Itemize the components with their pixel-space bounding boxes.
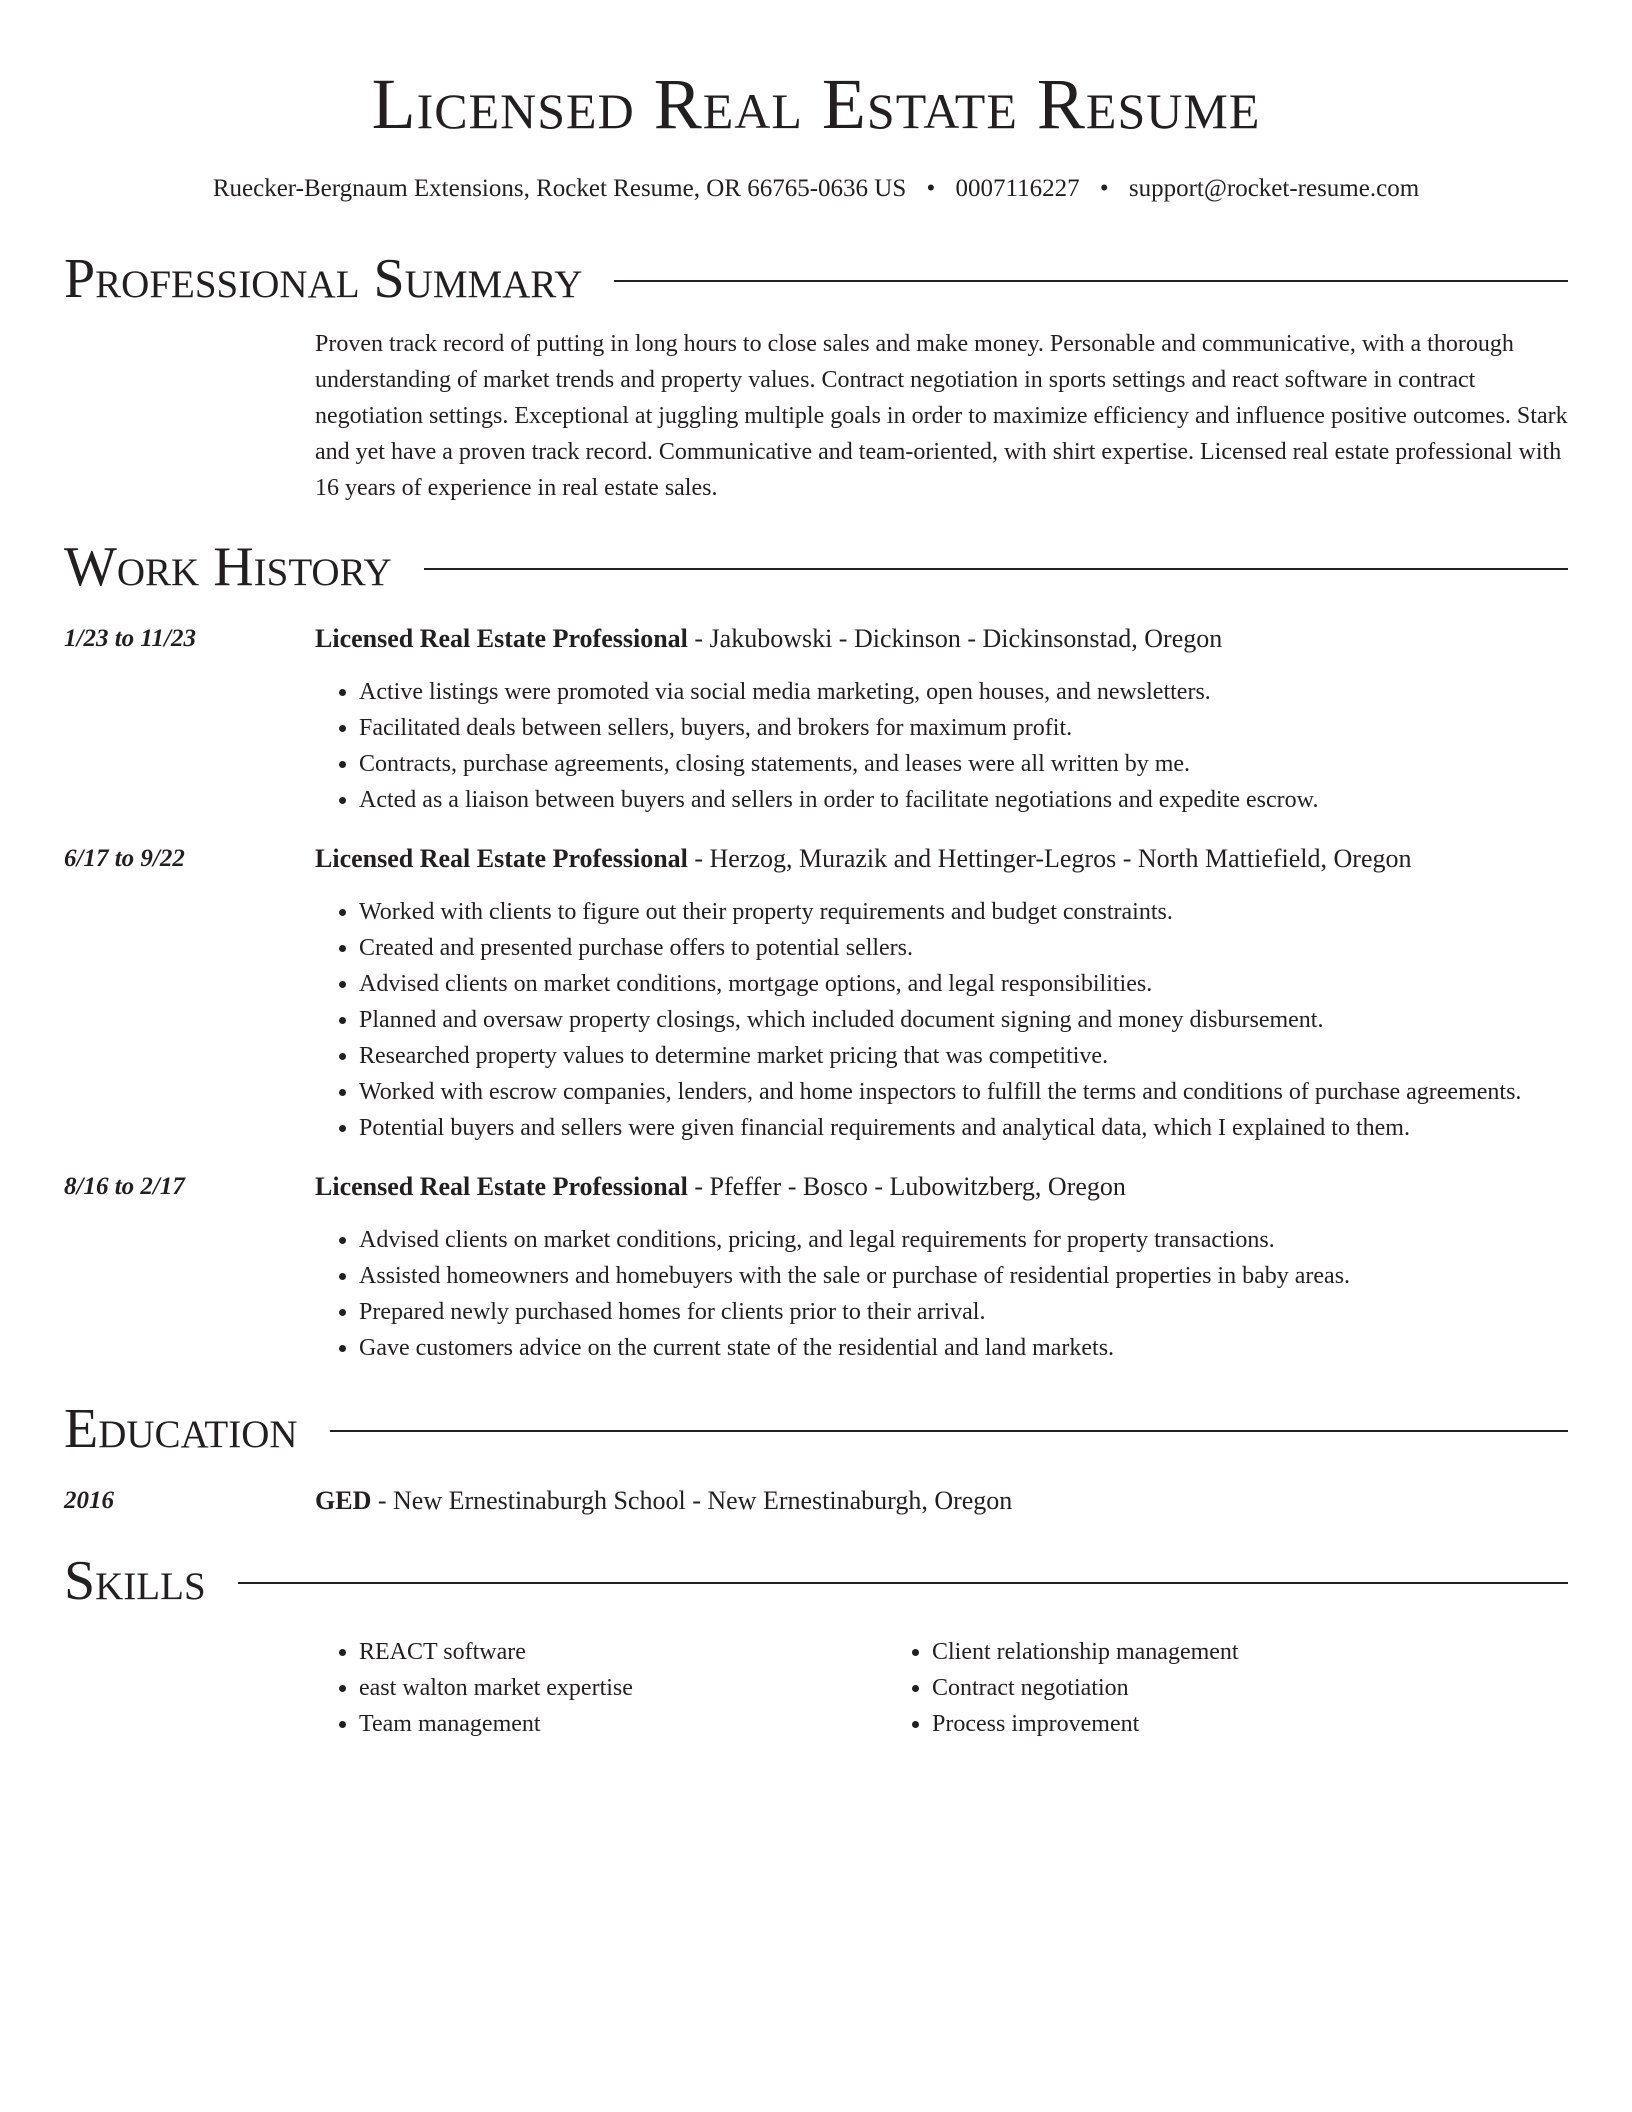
section-professional-summary	[64, 246, 1568, 312]
contact-separator: •	[1099, 175, 1109, 202]
job-header	[315, 1170, 1568, 1204]
job-dates: 8/16 to 2/17	[64, 1173, 185, 1200]
list-item: • Researched property values to determine market pricing that was competitive.	[359, 1038, 1568, 1074]
list-item: • Contracts, purchase agreements, closing statements, and leases were all written by me.	[359, 746, 1568, 782]
list-item: • Advised clients on market conditions, pricing, and legal requirements for property transactions.	[359, 1222, 1568, 1258]
list-item: • Planned and oversaw property closings, which included document signing and money disbursement.	[359, 1002, 1568, 1038]
section-divider	[614, 280, 1568, 282]
skills-list-left	[315, 1634, 888, 1742]
list-item: • Gave customers advice on the current state of the residential and land markets.	[359, 1330, 1568, 1366]
list-item: • Active listings were promoted via social media marketing, open houses, and newsletters.	[359, 674, 1568, 710]
section-divider	[424, 568, 1568, 570]
education-degree: GED	[315, 1486, 372, 1515]
contact-email: support@rocket-resume.com	[1128, 175, 1420, 202]
contact-line	[64, 172, 1568, 206]
job-entry	[64, 1170, 1568, 1366]
list-item: • Assisted homeowners and homebuyers with the sale or purchase of residential properties in baby areas.	[359, 1258, 1568, 1294]
list-item: • Contract negotiation	[932, 1670, 1461, 1706]
list-item: • Facilitated deals between sellers, buyers, and brokers for maximum profit.	[359, 710, 1568, 746]
list-item: • REACT software	[359, 1634, 888, 1670]
skills-list-right	[888, 1634, 1461, 1742]
job-employer: - Pfeffer - Bosco - Lubowitzberg, Oregon	[687, 1172, 1126, 1201]
list-item: • Potential buyers and sellers were given financial requirements and analytical data, which I explained to them.	[359, 1110, 1568, 1146]
job-header	[315, 842, 1568, 876]
job-bullets	[315, 674, 1568, 818]
section-heading: Work History	[64, 536, 392, 598]
section-divider	[330, 1430, 1568, 1432]
job-entry	[64, 622, 1568, 818]
contact-separator: •	[926, 175, 936, 202]
education-year: 2016	[64, 1487, 114, 1514]
contact-address: Ruecker-Bergnaum Extensions, Rocket Resume, OR 66765-0636 US	[212, 175, 907, 202]
job-title: Licensed Real Estate Professional	[315, 624, 688, 653]
section-work-history	[64, 534, 1568, 600]
section-divider	[238, 1582, 1568, 1584]
list-item: • Advised clients on market conditions, mortgage options, and legal responsibilities.	[359, 966, 1568, 1002]
summary-text: Proven track record of putting in long hours to close sales and make money. Personable and communicative, with a thorough understanding of market trends and property values. Contract negotiation in sports settings and react software in contract negotiation settings. Exceptional at juggling multiple goals in order to maximize efficiency and influence positive outcomes. Stark and yet have a proven track record. Communicative and team-oriented, with shirt expertise. Licensed real estate professional with 16 years of experience in real estate sales.	[315, 331, 1568, 501]
list-item: • Process improvement	[932, 1706, 1461, 1742]
job-entry	[64, 842, 1568, 1146]
section-heading: Skills	[64, 1550, 206, 1612]
job-dates: 6/17 to 9/22	[64, 845, 185, 872]
section-skills	[64, 1548, 1568, 1614]
list-item: • Worked with clients to figure out their property requirements and budget constraints.	[359, 894, 1568, 930]
section-heading: Education	[64, 1398, 298, 1460]
job-title: Licensed Real Estate Professional	[315, 1172, 688, 1201]
job-dates: 1/23 to 11/23	[64, 625, 196, 652]
contact-phone: 0007116227	[955, 175, 1080, 202]
list-item: • Acted as a liaison between buyers and sellers in order to facilitate negotiations and expedite escrow.	[359, 782, 1568, 818]
education-school: - New Ernestinaburgh School - New Ernestinaburgh, Oregon	[371, 1486, 1013, 1515]
resume-title: Licensed Real Estate Resume	[371, 64, 1261, 144]
job-header	[315, 622, 1568, 656]
job-bullets	[315, 1222, 1568, 1366]
summary-row	[64, 312, 1568, 506]
job-title: Licensed Real Estate Professional	[315, 844, 688, 873]
list-item: • Created and presented purchase offers to potential sellers.	[359, 930, 1568, 966]
skills-row	[64, 1634, 1568, 1742]
section-education	[64, 1396, 1568, 1462]
list-item: • Client relationship management	[932, 1634, 1461, 1670]
education-entry	[64, 1484, 1568, 1518]
skills-columns	[315, 1634, 1568, 1742]
job-employer: - Jakubowski - Dickinson - Dickinsonstad, Oregon	[687, 624, 1223, 653]
list-item: • Worked with escrow companies, lenders, and home inspectors to fulfill the terms and conditions of purchase agreements.	[359, 1074, 1568, 1110]
list-item: • Prepared newly purchased homes for clients prior to their arrival.	[359, 1294, 1568, 1330]
section-heading: Professional Summary	[64, 248, 583, 310]
list-item: • Team management	[359, 1706, 888, 1742]
education-header	[315, 1484, 1568, 1518]
list-item: • east walton market expertise	[359, 1670, 888, 1706]
job-employer: - Herzog, Murazik and Hettinger-Legros - North Mattiefield, Oregon	[687, 844, 1412, 873]
job-bullets	[315, 894, 1568, 1146]
